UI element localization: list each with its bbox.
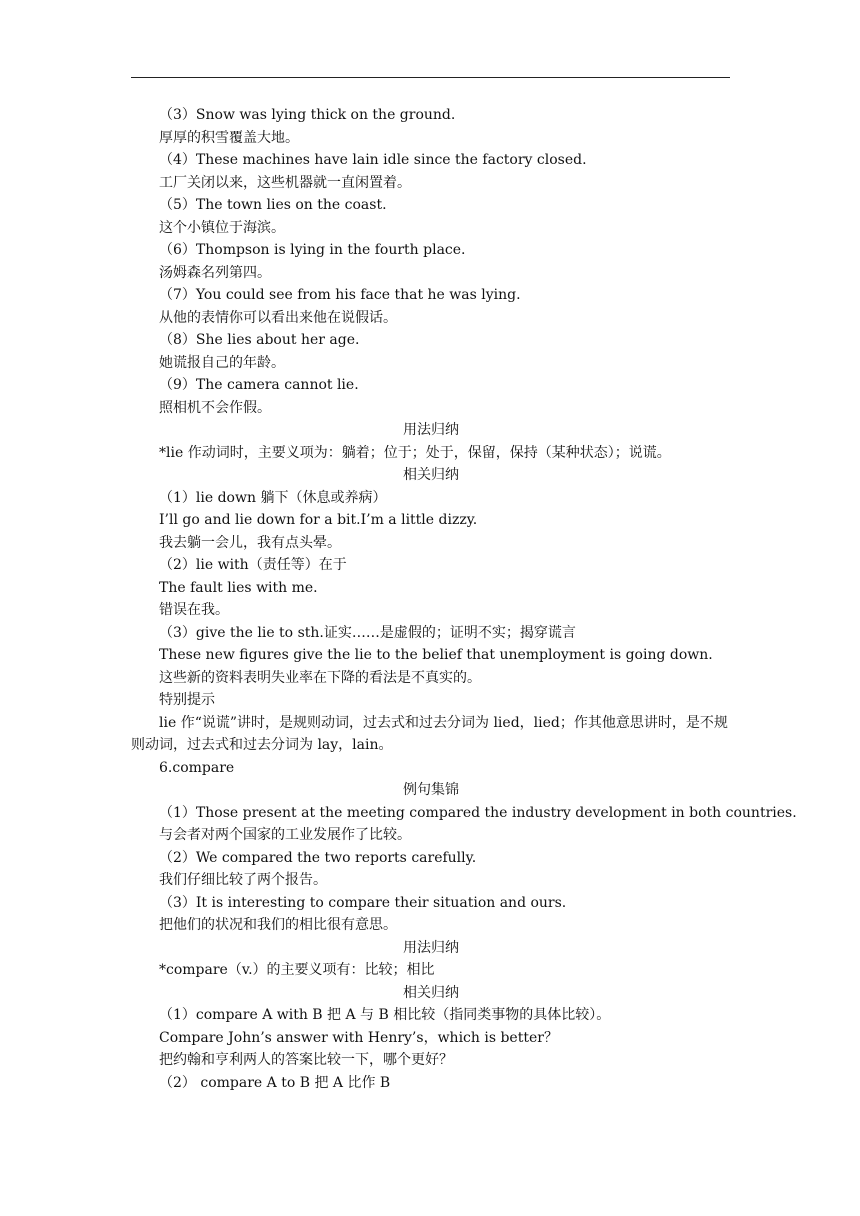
example-en: （8）She lies about her age. — [159, 332, 360, 348]
example-zh: 从他的表情你可以看出来他在说假话。 — [159, 309, 397, 326]
note-text: lie 作“说谎”讲时，是规则动词，过去式和过去分词为 lied，lied；作其他意思讲时，是不规则动词，过去式和过去分词为 lay，lain。 — [131, 714, 728, 753]
phrase-item: （3）give the lie to sth.证实……是虚假的；证明不实；揭穿谎言 — [159, 624, 576, 641]
example-zh: 这个小镇位于海滨。 — [159, 219, 285, 236]
section-heading: 用法归纳 — [403, 939, 459, 956]
header-rule — [131, 77, 730, 78]
section-heading: 例句集锦 — [403, 782, 459, 798]
example-en: （7）You could see from his face that he was lying. — [159, 287, 521, 303]
phrase-item: （1）compare A with B 把 A 与 B 相比较（指同类事物的具体比较）。 — [159, 1007, 611, 1023]
example-zh: 把约翰和亨利两人的答案比较一下，哪个更好？ — [159, 1052, 453, 1068]
example-zh: 与会者对两个国家的工业发展作了比较。 — [159, 827, 411, 843]
example-en: Compare John’s answer with Henry’s，which is better？ — [159, 1029, 558, 1046]
document-body — [131, 104, 797, 1094]
example-zh: 我去躺一会儿，我有点头晕。 — [159, 534, 341, 551]
example-en: （3）Snow was lying thick on the ground. — [159, 107, 456, 123]
example-zh: 这些新的资料表明失业率在下降的看法是不真实的。 — [159, 669, 481, 686]
usage-summary: *lie 作动词时，主要义项为：躺着；位于；处于，保留，保持（某种状态）；说谎。 — [159, 444, 671, 461]
section-heading: 相关归纳 — [403, 984, 459, 1001]
example-en: The fault lies with me. — [159, 579, 318, 596]
example-en: （4）These machines have lain idle since the factory closed. — [159, 152, 587, 168]
example-en: （1）Those present at the meeting compared the industry development in both countries. — [159, 804, 797, 821]
phrase-item: （1）lie down 躺下（休息或养病） — [159, 489, 387, 506]
example-en: （5）The town lies on the coast. — [159, 197, 387, 213]
example-en: （3）It is interesting to compare their situation and ours. — [159, 894, 567, 911]
example-zh: 厚厚的积雪覆盖大地。 — [159, 129, 299, 146]
section-heading: 相关归纳 — [403, 467, 459, 483]
phrase-item: （2） compare A to B 把 A 比作 B — [159, 1074, 391, 1091]
example-en: These new figures give the lie to the belief that unemployment is going down. — [159, 647, 713, 663]
example-en: （6）Thompson is lying in the fourth place. — [159, 242, 466, 258]
example-zh: 汤姆森名列第四。 — [159, 264, 271, 281]
example-en: I’ll go and lie down for a bit.I’m a little dizzy. — [159, 512, 478, 528]
example-zh: 工厂关闭以来，这些机器就一直闲置着。 — [159, 174, 411, 191]
example-en: （9）The camera cannot lie. — [159, 377, 359, 393]
example-zh: 把他们的状况和我们的相比很有意思。 — [159, 917, 397, 933]
example-zh: 照相机不会作假。 — [159, 399, 271, 416]
note-heading: 特别提示 — [159, 692, 215, 708]
phrase-item: （2）lie with（责任等）在于 — [159, 557, 347, 573]
section-heading: 用法归纳 — [403, 422, 459, 438]
word-heading: 6.compare — [159, 759, 235, 776]
example-en: （2）We compared the two reports carefully. — [159, 849, 477, 866]
usage-summary: *compare（v.）的主要义项有：比较；相比 — [159, 962, 435, 978]
example-zh: 她谎报自己的年龄。 — [159, 354, 285, 371]
example-zh: 我们仔细比较了两个报告。 — [159, 872, 327, 888]
example-zh: 错误在我。 — [159, 602, 229, 618]
